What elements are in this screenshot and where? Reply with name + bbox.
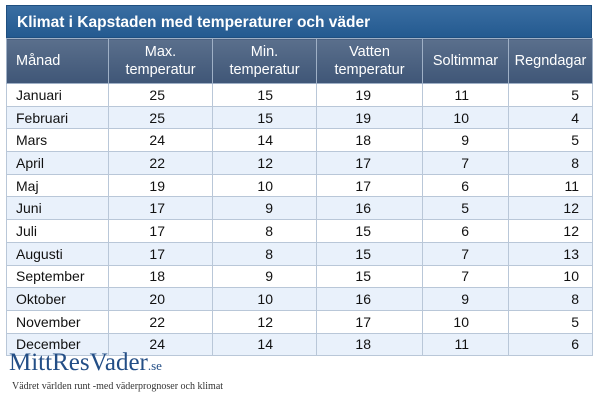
cell-sun-hours: 10 — [423, 106, 509, 129]
cell-rain-days: 13 — [509, 242, 593, 265]
cell-water-temp: 17 — [317, 310, 423, 333]
table-header-row — [7, 39, 593, 84]
cell-max-temp: 25 — [109, 84, 213, 107]
cell-water-temp: 15 — [317, 242, 423, 265]
table-row — [7, 288, 593, 311]
table-row — [7, 174, 593, 197]
cell-month: Juli — [7, 220, 109, 243]
cell-min-temp: 9 — [213, 197, 317, 220]
cell-max-temp: 17 — [109, 197, 213, 220]
cell-rain-days: 12 — [509, 220, 593, 243]
cell-sun-hours: 7 — [423, 152, 509, 175]
logo-text: MittResVader — [9, 349, 148, 376]
cell-min-temp: 14 — [213, 129, 317, 152]
column-header-rain-days: Regndagar — [509, 39, 593, 84]
cell-rain-days: 8 — [509, 152, 593, 175]
cell-max-temp: 22 — [109, 152, 213, 175]
cell-min-temp: 9 — [213, 265, 317, 288]
cell-water-temp: 19 — [317, 84, 423, 107]
cell-rain-days: 5 — [509, 129, 593, 152]
cell-water-temp: 16 — [317, 197, 423, 220]
cell-water-temp: 18 — [317, 333, 423, 356]
column-header-water-temp: Vatten temperatur — [317, 39, 423, 84]
cell-month: Januari — [7, 84, 109, 107]
cell-month: December — [7, 333, 109, 356]
cell-month: November — [7, 310, 109, 333]
column-header-max-temp: Max. temperatur — [109, 39, 213, 84]
cell-rain-days: 12 — [509, 197, 593, 220]
climate-table — [6, 38, 593, 356]
cell-rain-days: 8 — [509, 288, 593, 311]
cell-min-temp: 15 — [213, 84, 317, 107]
cell-month: September — [7, 265, 109, 288]
cell-rain-days: 5 — [509, 84, 593, 107]
cell-min-temp: 12 — [213, 310, 317, 333]
cell-sun-hours: 9 — [423, 129, 509, 152]
cell-min-temp: 10 — [213, 288, 317, 311]
cell-max-temp: 22 — [109, 310, 213, 333]
table-row — [7, 242, 593, 265]
column-header-sun-hours: Soltimmar — [423, 39, 509, 84]
table-row — [7, 129, 593, 152]
cell-sun-hours: 11 — [423, 84, 509, 107]
cell-sun-hours: 7 — [423, 242, 509, 265]
cell-max-temp: 20 — [109, 288, 213, 311]
cell-sun-hours: 5 — [423, 197, 509, 220]
cell-water-temp: 15 — [317, 265, 423, 288]
cell-month: Maj — [7, 174, 109, 197]
cell-sun-hours: 6 — [423, 220, 509, 243]
cell-month: Augusti — [7, 242, 109, 265]
widget-title: Klimat i Kapstaden med temperaturer och väder — [6, 5, 592, 38]
cell-max-temp: 24 — [109, 129, 213, 152]
column-header-min-temp: Min. temperatur — [213, 39, 317, 84]
cell-min-temp: 12 — [213, 152, 317, 175]
cell-month: Februari — [7, 106, 109, 129]
cell-water-temp: 17 — [317, 152, 423, 175]
cell-min-temp: 14 — [213, 333, 317, 356]
cell-month: Mars — [7, 129, 109, 152]
table-row — [7, 152, 593, 175]
cell-water-temp: 15 — [317, 220, 423, 243]
cell-month: Oktober — [7, 288, 109, 311]
cell-sun-hours: 7 — [423, 265, 509, 288]
cell-min-temp: 8 — [213, 220, 317, 243]
cell-min-temp: 10 — [213, 174, 317, 197]
cell-water-temp: 17 — [317, 174, 423, 197]
cell-water-temp: 16 — [317, 288, 423, 311]
table-row — [7, 220, 593, 243]
cell-sun-hours: 11 — [423, 333, 509, 356]
column-header-month: Månad — [7, 39, 109, 84]
climate-widget — [6, 5, 592, 356]
cell-sun-hours: 10 — [423, 310, 509, 333]
table-row — [7, 265, 593, 288]
cell-min-temp: 8 — [213, 242, 317, 265]
table-row — [7, 84, 593, 107]
cell-rain-days: 4 — [509, 106, 593, 129]
cell-rain-days: 11 — [509, 174, 593, 197]
cell-max-temp: 19 — [109, 174, 213, 197]
table-body — [7, 84, 593, 356]
cell-rain-days: 6 — [509, 333, 593, 356]
table-row — [7, 106, 593, 129]
cell-max-temp: 25 — [109, 106, 213, 129]
table-row — [7, 310, 593, 333]
cell-rain-days: 10 — [509, 265, 593, 288]
cell-max-temp: 24 — [109, 333, 213, 356]
site-tagline: Vädret världen runt -med väderprognoser och klimat — [12, 381, 224, 392]
site-logo[interactable] — [9, 349, 162, 375]
cell-max-temp: 17 — [109, 242, 213, 265]
table-row — [7, 197, 593, 220]
cell-max-temp: 18 — [109, 265, 213, 288]
cell-water-temp: 19 — [317, 106, 423, 129]
cell-sun-hours: 9 — [423, 288, 509, 311]
logo-suffix: .se — [147, 358, 162, 373]
cell-month: April — [7, 152, 109, 175]
cell-month: Juni — [7, 197, 109, 220]
cell-water-temp: 18 — [317, 129, 423, 152]
cell-max-temp: 17 — [109, 220, 213, 243]
cell-min-temp: 15 — [213, 106, 317, 129]
cell-sun-hours: 6 — [423, 174, 509, 197]
cell-rain-days: 5 — [509, 310, 593, 333]
